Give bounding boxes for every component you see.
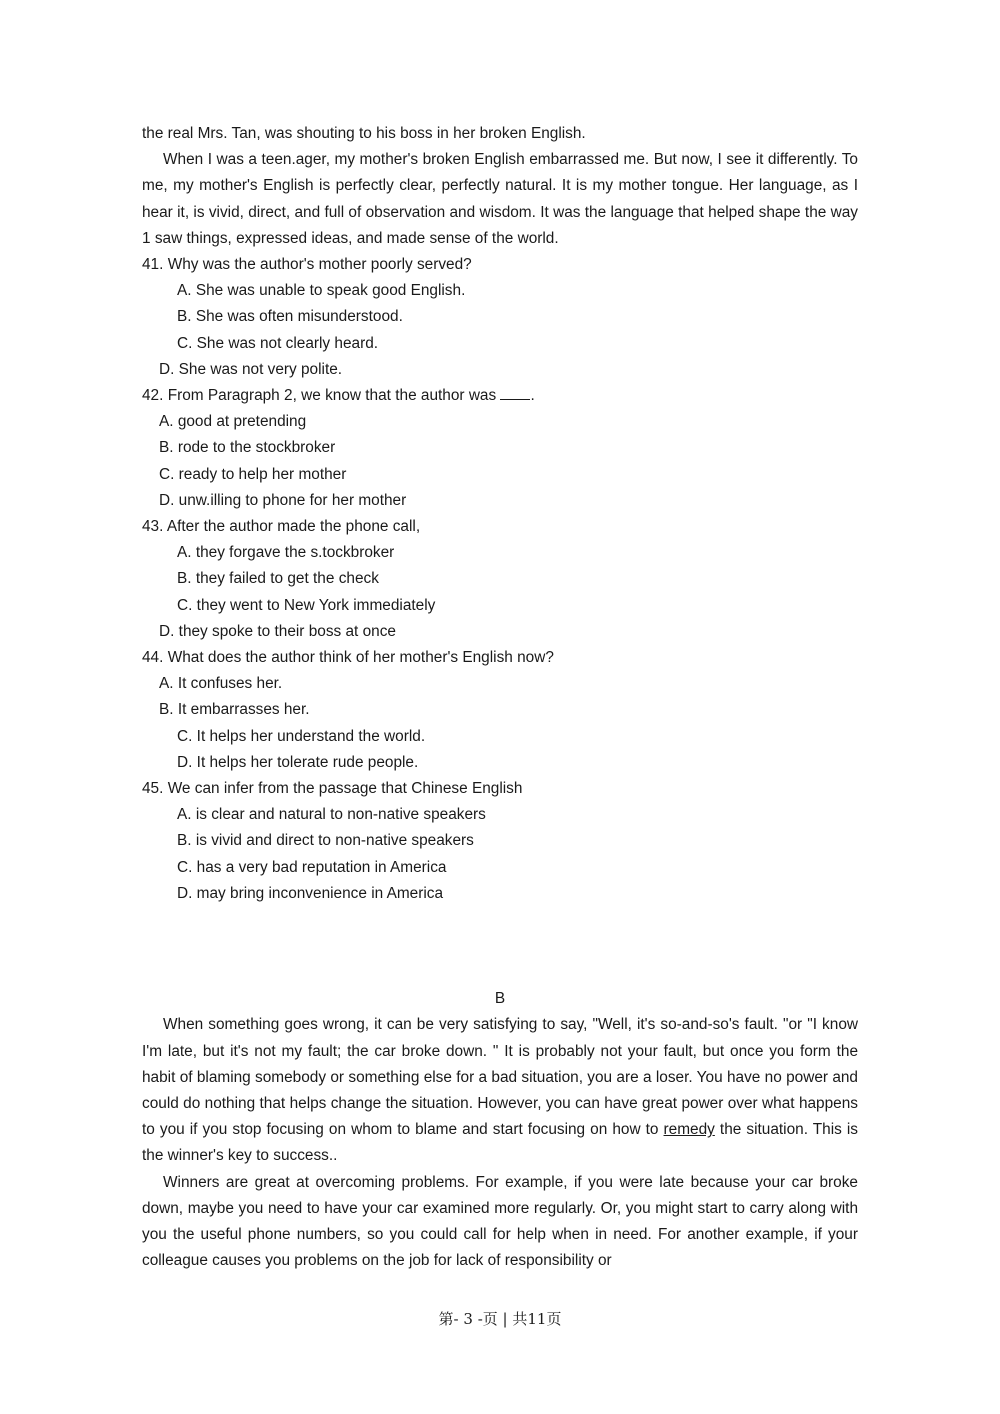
option: B. they failed to get the check [177, 570, 379, 588]
option: A. they forgave the s.tockbroker [177, 544, 395, 562]
option: B. rode to the stockbroker [159, 439, 336, 457]
question-number: 45. [142, 780, 164, 798]
question-41 [142, 252, 858, 278]
option: A. good at pretending [159, 413, 307, 431]
option: C. She was not clearly heard. [177, 334, 379, 352]
question-number: 43. [142, 518, 164, 536]
option: D. may bring inconvenience in America [177, 884, 444, 902]
question-stem: What does the author think of her mother's English now? [167, 649, 554, 667]
page-footer: 第- 3 -页 | 共11页 [438, 1310, 562, 1328]
passage-a-line: the real Mrs. Tan, was shouting to his boss in her broken English. [142, 125, 586, 142]
option: B. It embarrasses her. [159, 701, 310, 719]
option: A. She was unable to speak good English. [177, 282, 466, 300]
option: D. they spoke to their boss at once [159, 622, 396, 640]
passage-b-paragraph-1 [142, 1012, 858, 1169]
passage-text: the situation. This is the winner's key to success.. [142, 1121, 858, 1165]
question-stem-end: . [530, 387, 535, 405]
option: C. they went to New York immediately [177, 596, 436, 614]
question-number: 44. [142, 649, 164, 667]
option: B. She was often misunderstood. [177, 308, 403, 326]
section-heading: B [494, 990, 506, 1008]
option: B. is vivid and direct to non-native speakers [177, 832, 474, 850]
question-stem: We can infer from the passage that Chinese English [167, 780, 523, 798]
option: C. has a very bad reputation in America [177, 858, 447, 876]
question-stem: Why was the author's mother poorly served? [167, 256, 472, 274]
question-number: 41. [142, 256, 164, 274]
passage-b-paragraph-2: Winners are great at overcoming problems. For example, if you were late because your car broke down, maybe you need to have your car examined more regularly. Or, you might start to carry along with you the useful phone numbers, so you could call for help when in need. For another example, if your colleague causes you problems on the job for lack of responsibility or [142, 1173, 858, 1270]
option: A. It confuses her. [159, 675, 283, 693]
question-45 [142, 776, 858, 802]
question-number: 42. [142, 387, 164, 405]
underlined-word: remedy [663, 1121, 715, 1139]
option: C. It helps her understand the world. [177, 727, 426, 745]
question-stem: From Paragraph 2, we know that the author was [167, 387, 497, 405]
option: A. is clear and natural to non-native speakers [177, 806, 486, 824]
option: D. She was not very polite. [159, 360, 343, 378]
question-44 [142, 645, 858, 671]
page-content [142, 121, 858, 1274]
option: D. It helps her tolerate rude people. [177, 753, 419, 771]
option: D. unw.illing to phone for her mother [159, 491, 407, 509]
section-spacer [142, 907, 858, 986]
passage-text: When something goes wrong, it can be very satisfying to say, "Well, it's so-and-so's fault. "or "I know I'm late, but it's not my fault; the car broke down. " It is probably not your fault, but once you form the habit of blaming somebody or something else for a bad situation, you are a loser. You have no power and could do nothing that helps change the situation. However, you can have great power over what happens to you if you stop focusing on whom to blame and start focusing on how to [142, 1016, 858, 1139]
question-42 [142, 383, 858, 409]
option: C. ready to help her mother [159, 465, 347, 483]
question-43 [142, 514, 858, 540]
passage-a-paragraph: When I was a teen.ager, my mother's broken English embarrassed me. But now, I see it differently. To me, my mother's English is perfectly clear, perfectly natural. It is my mother tongue. Her language, as I hear it, is vivid, direct, and full of observation and wisdom. It was the language that helped shape the way 1 saw things, expressed ideas, and made sense of the world. [142, 151, 858, 247]
question-stem: After the author made the phone call, [166, 518, 421, 536]
answer-blank [500, 384, 530, 400]
